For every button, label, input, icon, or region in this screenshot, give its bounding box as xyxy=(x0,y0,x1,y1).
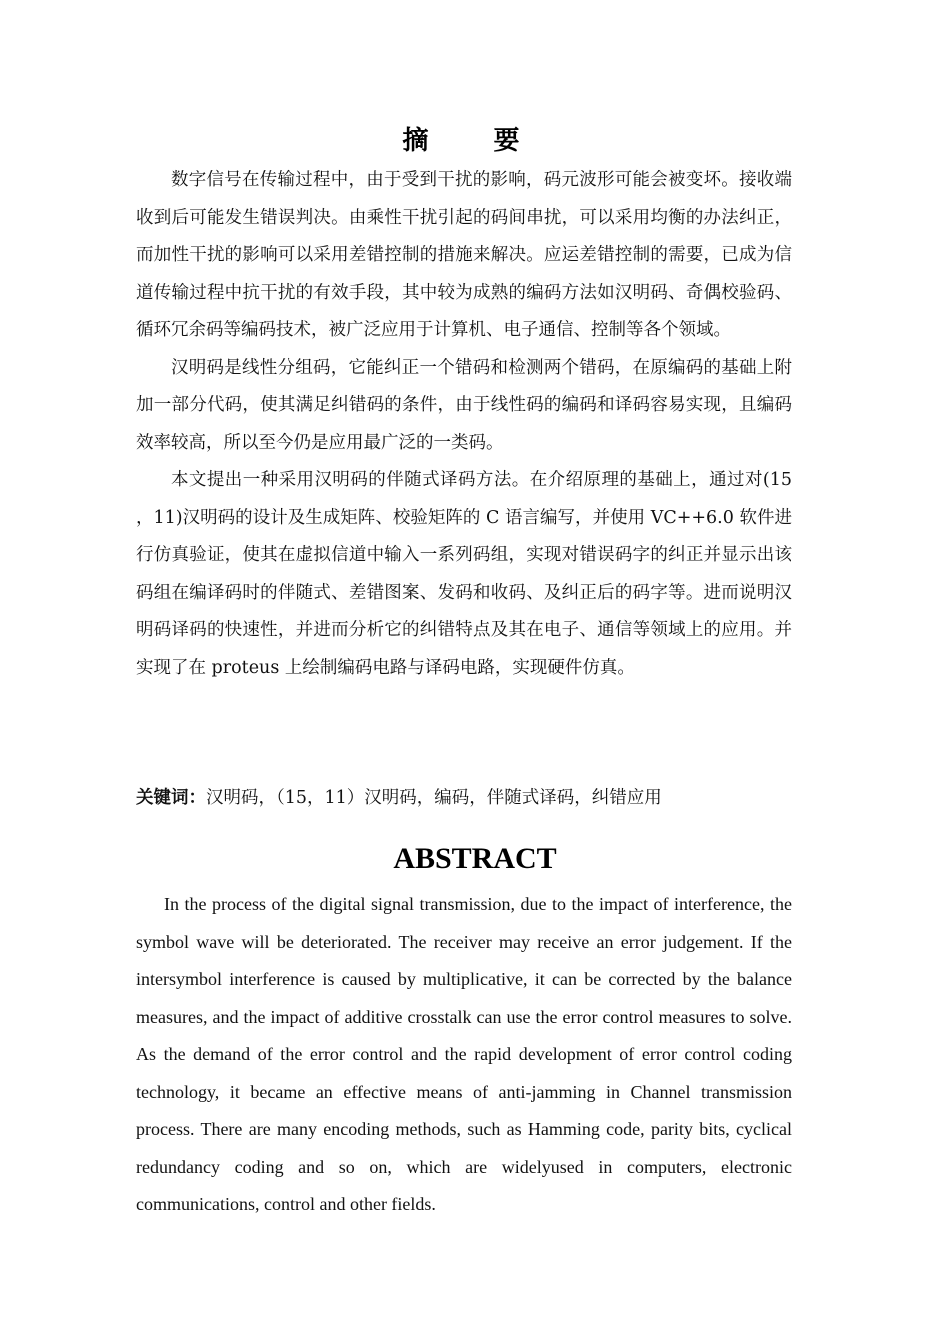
chinese-paragraph-2: 汉明码是线性分组码，它能纠正一个错码和检测两个错码，在原编码的基础上附加一部分代码，使其满足纠错码的条件，由于线性码的编码和译码容易实现，且编码效率较高，所以至今仍是应用最广泛的一类码。 xyxy=(136,357,792,453)
chinese-abstract-title: 摘 要 xyxy=(402,126,548,156)
keywords-text: 汉明码，（15，11）汉明码，编码，伴随式译码，纠错应用 xyxy=(206,788,662,808)
chinese-abstract-body xyxy=(136,162,792,687)
keywords-label: 关键词： xyxy=(136,788,206,808)
english-abstract-title: ABSTRACT xyxy=(393,842,557,875)
chinese-paragraph-1: 数字信号在传输过程中，由于受到干扰的影响，码元波形可能会被变坏。接收端收到后可能发生错误判决。由乘性干扰引起的码间串扰，可以采用均衡的办法纠正，而加性干扰的影响可以采用差错控制的措施来解决。应运差错控制的需要，已成为信道传输过程中抗干扰的有效手段，其中较为成熟的编码方法如汉明码、奇偶校验码、循环冗余码等编码技术，被广泛应用于计算机、电子通信、控制等各个领域。 xyxy=(136,170,792,340)
english-paragraph-1: In the process of the digital signal transmission, due to the impact of interference, the symbol wave will be deteriorated. The receiver may receive an error judgement. If the intersymbol interference is caused by multiplicative, it can be corrected by the balance measures, and the impact of additive crosstalk can use the error control measures to solve. As the demand of the error control and the rapid development of error control coding technology, it became an effective means of anti-jamming in Channel transmission process. There are many encoding methods, such as Hamming code, parity bits, cyclical redundancy coding and so on, which are widelyused in computers, electronic communications, control and other fields. xyxy=(136,894,792,1214)
chinese-paragraph-3: 本文提出一种采用汉明码的伴随式译码方法。在介绍原理的基础上，通过对(15 ，11)汉明码的设计及生成矩阵、校验矩阵的 C 语言编写，并使用 VC++6.0 软件进行仿真验证，使其在虚拟信道中输入一系列码组，实现对错误码字的纠正并显示出该码组在编译码时的伴随式、差错图案、发码和收码、及纠正后的码字等。进而说明汉明码译码的快速性，并进而分析它的纠错特点及其在电子、通信等领域上的应用。并实现了在 proteus 上绘制编码电路与译码电路，实现硬件仿真。 xyxy=(136,470,792,678)
keywords-line xyxy=(136,783,836,813)
english-abstract-body xyxy=(136,886,792,1224)
